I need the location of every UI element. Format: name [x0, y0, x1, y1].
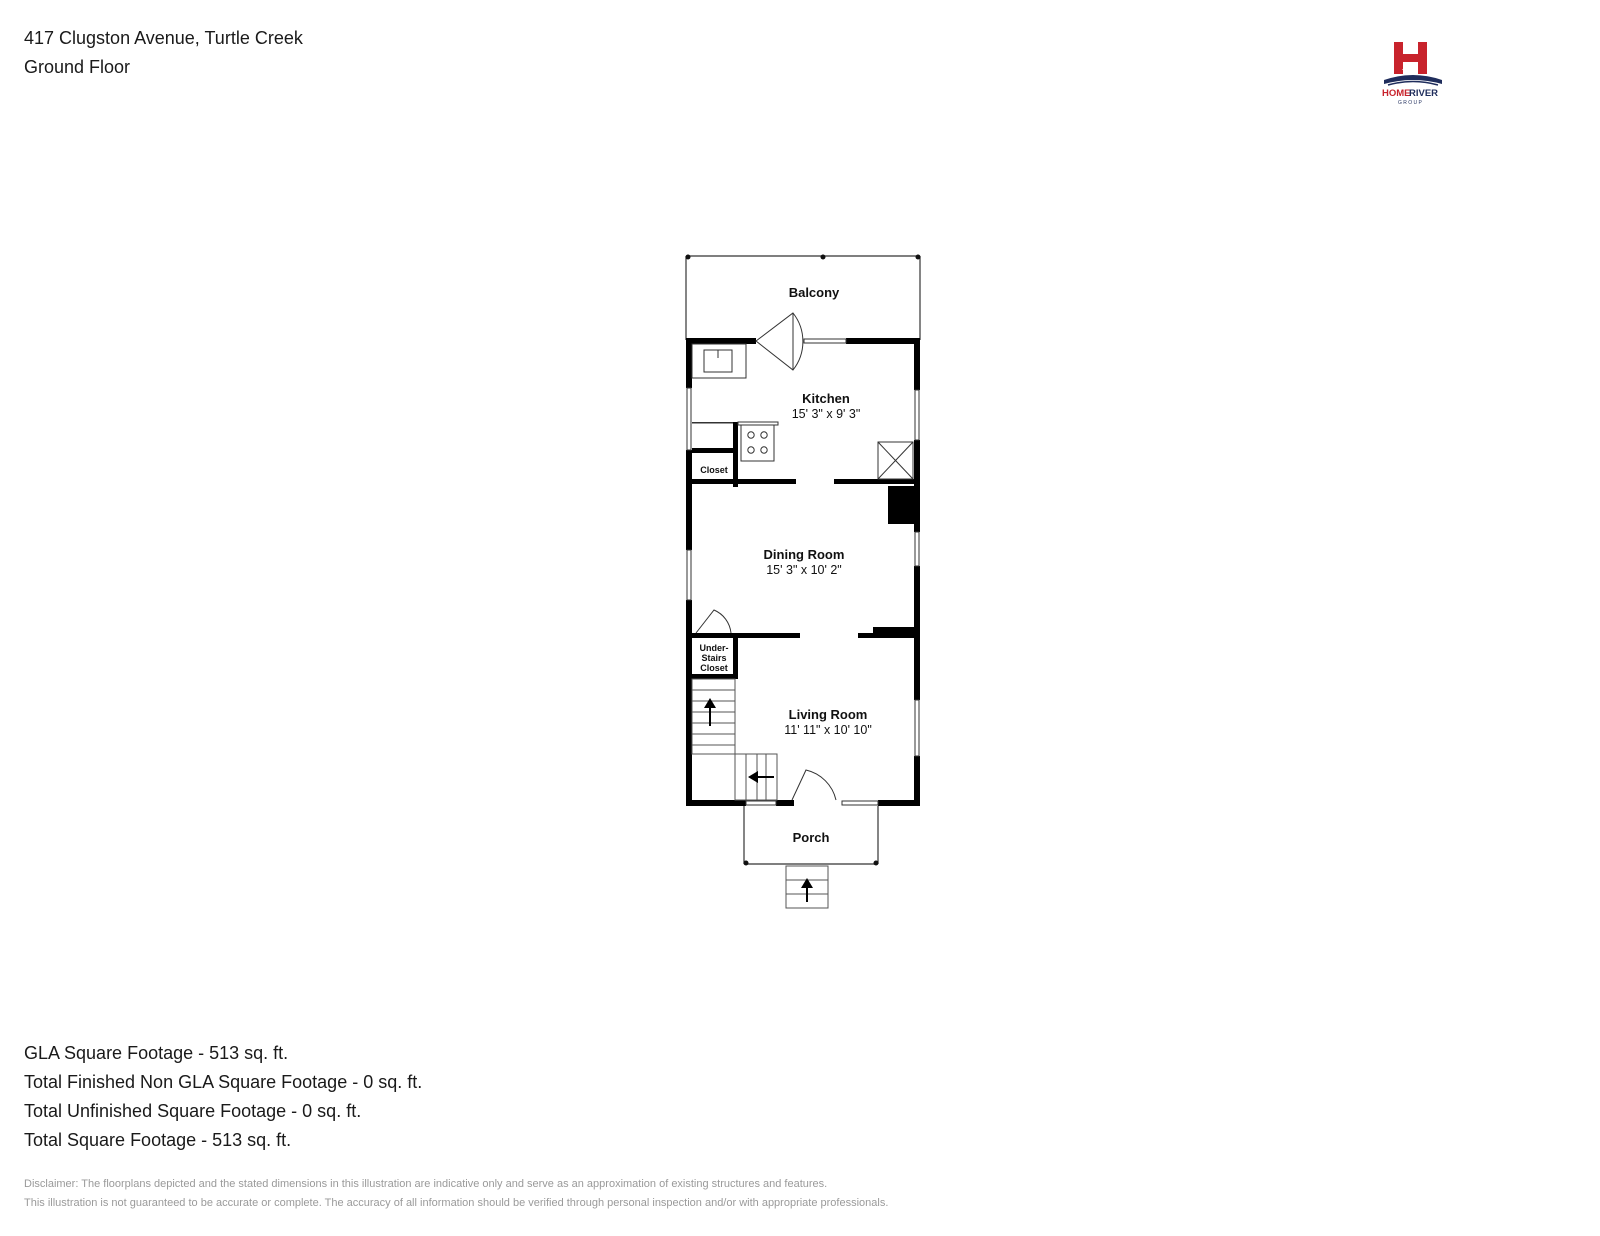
porch-area: [744, 806, 879, 908]
dining-room-dimensions: 15' 3" x 10' 2": [766, 563, 842, 577]
stairs: [692, 679, 777, 800]
dining-room-label: Dining Room: [763, 547, 845, 562]
property-address: 417 Clugston Avenue, Turtle Creek: [24, 28, 303, 48]
floor-label: Ground Floor: [24, 57, 131, 77]
gla-footage: GLA Square Footage - 513 sq. ft.: [24, 1043, 289, 1063]
logo-tagline: G R O U P: [1398, 100, 1422, 106]
kitchen-label: Kitchen: [802, 391, 850, 406]
balcony-area: [686, 255, 921, 341]
total-footage: Total Square Footage - 513 sq. ft.: [24, 1130, 292, 1150]
understairs-label-line3: Closet: [700, 663, 728, 673]
understairs-label-line2: Stairs: [701, 653, 727, 663]
stove-icon: [741, 425, 774, 461]
living-room-dimensions: 11' 11" x 10' 10": [784, 723, 872, 737]
disclaimer-line1: Disclaimer: The floorplans depicted and the stated dimensions in this illustration are indicative only and serve as an approximation of existing structures and features.: [24, 1178, 828, 1190]
unfinished-footage: Total Unfinished Square Footage - 0 sq. ft.: [24, 1101, 362, 1121]
balcony-label: Balcony: [788, 285, 840, 300]
stair-arrows: [704, 698, 774, 783]
logo-name-home: HOME: [1382, 88, 1411, 99]
kitchen-dimensions: 15' 3" x 9' 3": [791, 407, 861, 421]
living-room-label: Living Room: [788, 707, 868, 722]
porch-label: Porch: [792, 830, 830, 845]
finished-non-gla-footage: Total Finished Non GLA Square Footage - 0 sq. ft.: [24, 1072, 423, 1092]
closet-label: Closet: [700, 465, 728, 475]
disclaimer-line2: This illustration is not guaranteed to be accurate or complete. The accuracy of all information should be verified through personal inspection and/or with appropriate professionals.: [24, 1197, 889, 1209]
logo-name-river: RIVER: [1409, 88, 1439, 99]
understairs-label-line1: Under-: [699, 643, 729, 653]
